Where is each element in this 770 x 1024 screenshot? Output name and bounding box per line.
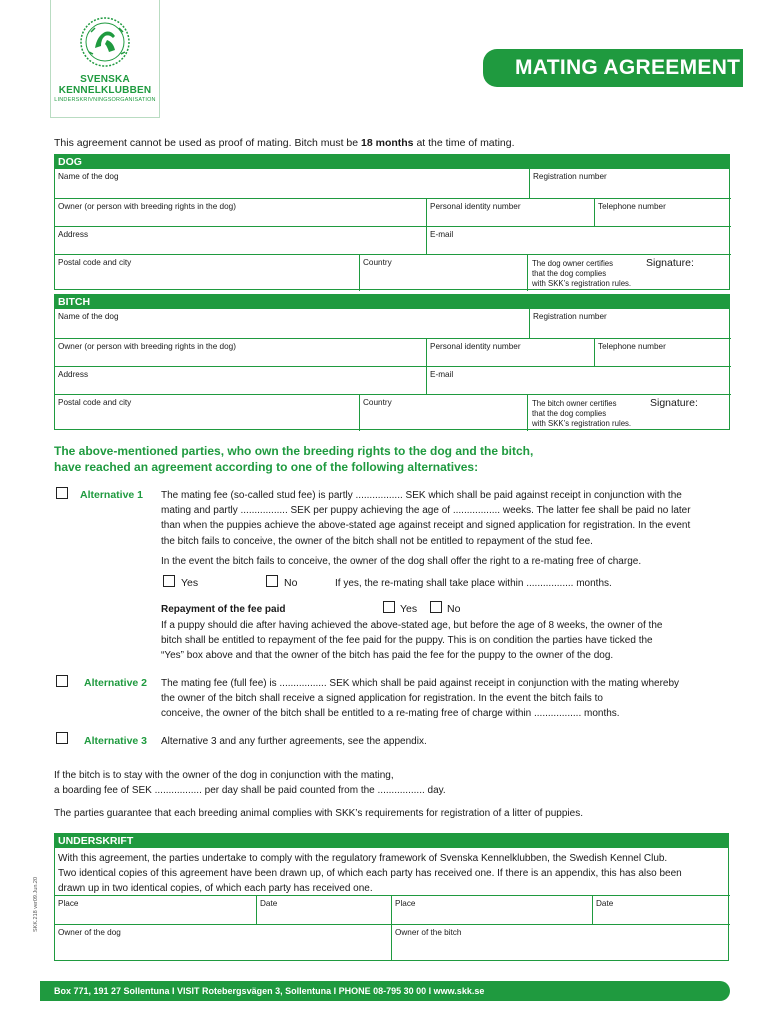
bitch-owner-field[interactable] (55, 338, 426, 366)
remating-yes-label: Yes (181, 577, 199, 589)
logo (50, 0, 160, 118)
logo-text-line3: LINDERSKRIVNINGSORGANISATION (54, 97, 156, 103)
repayment-no-checkbox[interactable] (430, 601, 442, 613)
intro-after: at the time of mating. (413, 137, 515, 149)
dog-address-field[interactable] (55, 226, 426, 254)
bitch-email-field[interactable] (426, 366, 731, 394)
date-field-1[interactable] (256, 895, 391, 924)
repayment-no-label: No (447, 603, 461, 615)
place-field-2[interactable] (391, 895, 592, 924)
remating-yes-checkbox[interactable] (163, 575, 175, 587)
intro-text (54, 137, 515, 149)
bitch-postal-field[interactable] (55, 394, 359, 431)
alt1-remating-text: In the event the bitch fails to conceive, the owner of the dog shall offer the right to a re-mating free of charge. (161, 556, 642, 567)
alt3-checkbox[interactable] (56, 732, 68, 744)
form-code: SKK.218 ver09.Jun.20 (33, 876, 39, 932)
bitch-certify-line2: that the dog complies (532, 409, 607, 418)
alternatives-heading-line1: The above-mentioned parties, who own the breeding rights to the dog and the bitch, (54, 444, 534, 458)
bitch-section (54, 294, 730, 430)
date-field-2[interactable] (592, 895, 730, 924)
place-label-2: Place (395, 899, 416, 908)
dog-country-label: Country (363, 258, 392, 267)
repayment-yes-checkbox[interactable] (383, 601, 395, 613)
alt1-line2: mating and partly ................. SEK per puppy achieving the age of ................. weeks. The latter fee shall be paid no later (161, 505, 691, 517)
logo-text-line1: SVENSKA (80, 74, 130, 85)
intro-before: This agreement cannot be used as proof of mating. Bitch must be (54, 137, 362, 149)
place-field-1[interactable] (55, 895, 256, 924)
bitch-pid-label: Personal identity number (430, 342, 521, 351)
underskrift-line2: Two identical copies of this agreement have been drawn up, of which each party has received one. If there is an appendix, this has also been (58, 868, 682, 879)
dog-owner-field[interactable] (55, 198, 426, 226)
remating-no-checkbox[interactable] (266, 575, 278, 587)
repayment-text (161, 618, 746, 664)
dog-signature-field[interactable] (527, 254, 731, 291)
logo-text-line2: KENNELKLUBBEN (58, 85, 152, 96)
bitch-email-label: E-mail (430, 370, 454, 379)
dog-certify-line3: with SKK’s registration rules. (532, 279, 632, 288)
bitch-owner-label: Owner (or person with breeding rights in the dog) (58, 342, 236, 351)
dog-country-field[interactable] (359, 254, 527, 291)
bitch-name-label: Name of the dog (58, 312, 119, 321)
owner-dog-label: Owner of the dog (58, 928, 121, 937)
bitch-pid-field[interactable] (426, 338, 594, 366)
dog-email-label: E-mail (430, 230, 454, 239)
dog-tel-field[interactable] (594, 198, 731, 226)
dog-name-label: Name of the dog (58, 172, 119, 181)
underskrift-line1: With this agreement, the parties undertake to comply with the regulatory framework of Svenska Kennelklubben, the Swedish Kennel Club. (58, 853, 668, 864)
bitch-tel-field[interactable] (594, 338, 731, 366)
bitch-name-field[interactable] (55, 309, 529, 338)
bitch-address-label: Address (58, 370, 89, 379)
bitch-certify-text (532, 399, 631, 429)
dog-name-field[interactable] (55, 169, 529, 198)
underskrift-line3: drawn up in two identical copies, of which each party has received one. (58, 883, 373, 894)
boarding-line2: a boarding fee of SEK ................. per day shall be paid counted from the ................. day. (54, 785, 446, 797)
dog-postal-label: Postal code and city (58, 258, 132, 267)
dog-owner-label: Owner (or person with breeding rights in the dog) (58, 202, 236, 211)
bitch-address-field[interactable] (55, 366, 426, 394)
date-label-2: Date (596, 899, 614, 908)
alt1-line3: than when the puppies achieve the above-stated age against receipt and signed application for registration. In the event (161, 520, 691, 532)
dog-pid-field[interactable] (426, 198, 594, 226)
signature-section (54, 833, 729, 961)
dog-pid-label: Personal identity number (430, 202, 521, 211)
alt1-label: Alternative 1 (80, 489, 144, 501)
owner-dog-signature-field[interactable] (55, 924, 391, 961)
remating-no-label: No (284, 577, 298, 589)
alt2-line1: The mating fee (full fee) is ................. SEK which shall be paid against receipt in conjunction with the mating whereby (161, 678, 680, 689)
repayment-line1: If a puppy should die after having achieved the above-stated age, but before the age of 8 weeks, the owner of the (161, 620, 663, 631)
underskrift-heading: UNDERSKRIFT (55, 834, 728, 848)
dog-address-label: Address (58, 230, 89, 239)
bitch-signature-field[interactable] (527, 394, 731, 431)
owner-bitch-label: Owner of the bitch (395, 928, 462, 937)
dog-certify-line2: that the dog complies (532, 269, 607, 278)
bitch-heading: BITCH (55, 295, 729, 309)
alternatives-heading-line2: have reached an agreement according to one of the following alternatives: (54, 460, 479, 474)
bitch-certify-line1: The bitch owner certifies (532, 399, 617, 408)
repayment-yes-label: Yes (400, 603, 418, 615)
bitch-tel-label: Telephone number (598, 342, 666, 351)
owner-bitch-signature-field[interactable] (391, 924, 730, 961)
dog-email-field[interactable] (426, 226, 731, 254)
dog-reg-field[interactable] (529, 169, 731, 198)
dog-postal-field[interactable] (55, 254, 359, 291)
dog-certify-line1: The dog owner certifies (532, 259, 614, 268)
page-title: MATING AGREEMENT (483, 49, 743, 87)
alt2-line3: conceive, the owner of the bitch shall be entitled to a re-mating free of charge within ................. months. (161, 708, 620, 720)
dog-certify-text (532, 259, 631, 289)
bitch-reg-field[interactable] (529, 309, 731, 338)
intro-bold: 18 months (361, 137, 414, 149)
alt2-line2: the owner of the bitch shall receive a signed application for registration. In the event the bitch fails to (161, 693, 603, 705)
alt3-text: Alternative 3 and any further agreements, see the appendix. (161, 736, 427, 747)
dog-section (54, 154, 730, 290)
alt3-label: Alternative 3 (84, 735, 148, 747)
bitch-signature-label: Signature: (650, 397, 698, 409)
bitch-postal-label: Postal code and city (58, 398, 132, 407)
boarding-line1: If the bitch is to stay with the owner of the dog in conjunction with the mating, (54, 770, 394, 781)
repayment-line3: “Yes” box above and that the owner of the bitch has paid the fee for the puppy to the owner of the dog. (161, 650, 614, 662)
alternatives-heading (54, 443, 533, 475)
repayment-label: Repayment of the fee paid (161, 604, 286, 615)
underskrift-text (58, 851, 728, 896)
dog-heading: DOG (55, 155, 729, 169)
bitch-reg-label: Registration number (533, 312, 607, 321)
footer-bar: Box 771, 191 27 Sollentuna I VISIT Rotebergsvägen 3, Sollentuna I PHONE 08-795 30 00 I www.skk.se (40, 981, 730, 1001)
alt1-line4: the bitch fails to conceive, the owner of the bitch shall not be entitled to repayment of the stud fee. (161, 535, 593, 547)
alt1-line1: The mating fee (so-called stud fee) is partly ................. SEK which shall be paid against receipt in conjunction with the (161, 490, 682, 501)
alt2-checkbox[interactable] (56, 675, 68, 687)
guarantee-text: The parties guarantee that each breeding animal complies with SKK’s requirements for registration of a litter of puppies. (54, 808, 583, 819)
bitch-country-field[interactable] (359, 394, 527, 431)
dog-signature-label: Signature: (646, 257, 694, 269)
kennel-club-emblem-icon (79, 14, 131, 70)
dog-reg-label: Registration number (533, 172, 607, 181)
bitch-certify-line3: with SKK’s registration rules. (532, 419, 632, 428)
bitch-country-label: Country (363, 398, 392, 407)
date-label-1: Date (260, 899, 278, 908)
dog-tel-label: Telephone number (598, 202, 666, 211)
alt2-label: Alternative 2 (84, 677, 148, 689)
place-label-1: Place (58, 899, 79, 908)
alt1-checkbox[interactable] (56, 487, 68, 499)
boarding-text (54, 768, 446, 798)
alt2-text (161, 676, 746, 722)
repayment-line2: bitch shall be entitled to repayment of the fee paid for the puppy. This is on condition the parties have ticked the (161, 635, 653, 647)
alt1-text (161, 488, 746, 549)
remating-months-text: If yes, the re-mating shall take place within ................. months. (335, 578, 612, 589)
